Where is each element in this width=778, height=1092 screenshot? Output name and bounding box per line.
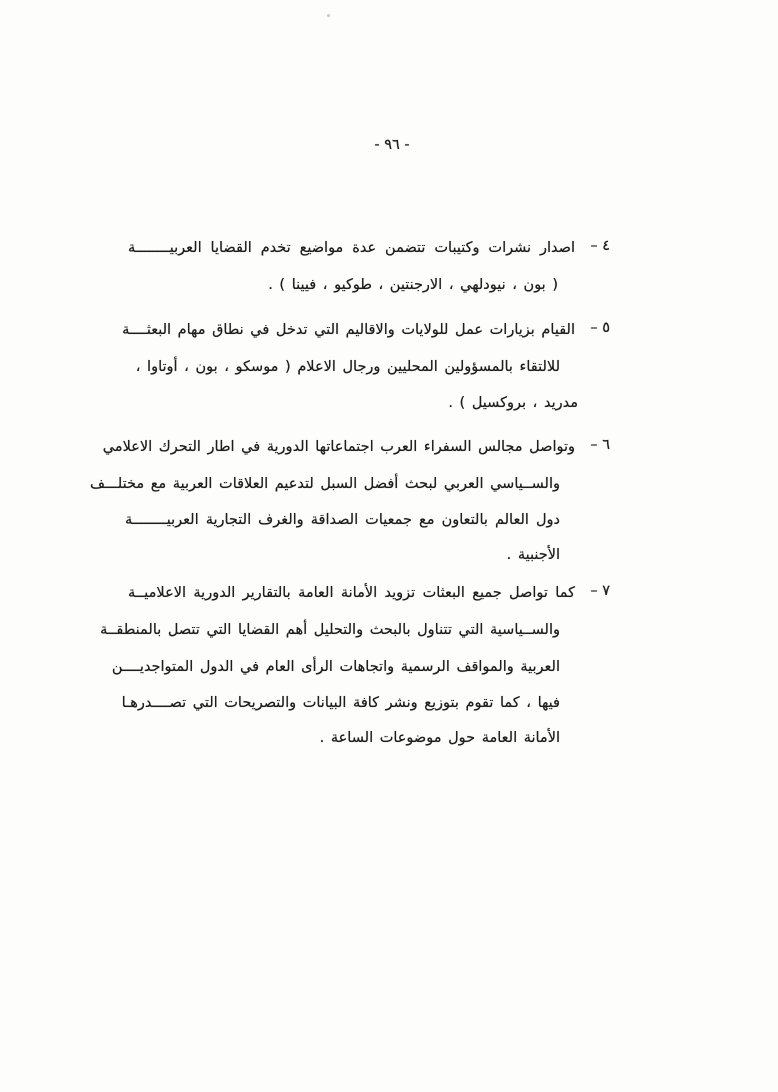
scan-speck (327, 14, 330, 17)
paragraph-6-line-4: الأجنبية . (506, 547, 560, 563)
paragraph-4-line-2: ( بون ، نيودلهي ، الارجنتين ، طوكيو ، فيينا ) . (268, 277, 558, 293)
paragraph-6-line-1: وتواصل مجالس السفراء العرب اجتماعاتها الدورية في اطار التحرك الاعلامي (102, 439, 575, 455)
paragraph-4-marker: ٤ – (590, 238, 610, 254)
paragraph-7-line-5: الأمانة العامة حول موضوعات الساعة . (319, 730, 560, 746)
paragraph-5-line-3: مدريد ، بروكسيل ) . (448, 395, 578, 411)
paragraph-7-line-3: العربية والمواقف الرسمية واتجاهات الرأى العام في الدول المتواجديــــن (111, 659, 560, 675)
paragraph-6-line-3: دول العالم بالتعاون مع جمعيات الصداقة والغرف التجارية العربيــــــــة (125, 512, 560, 528)
paragraph-5-line-2: للالتقاء بالمسؤولين المحليين ورجال الاعلام ( موسكو ، بون ، أوتاوا ، (135, 359, 560, 375)
paragraph-5-marker: ٥ – (590, 320, 610, 336)
paragraph-7-line-1: كما تواصل جميع البعثات تزويد الأمانة العامة بالتقارير الدورية الاعلاميــة (128, 585, 575, 601)
paragraph-6-marker: ٦ – (590, 437, 610, 453)
paragraph-7-line-4: فيها ، كما تقوم بتوزيع ونشر كافة البيانات والتصريحات التي تصــــدرهـا (121, 695, 560, 711)
paragraph-7-line-2: والســياسية التي تتناول بالبحث والتحليل أهم القضايا التي تتصل بالمنطقــة (100, 622, 560, 638)
paragraph-4-line-1: اصدار نشرات وكتيبات تتضمن عدة مواضيع تخدم القضايا العربيــــــــة (128, 240, 575, 256)
paragraph-6-line-2: والســياسي العربي لبحث أفضل السبل لتدعيم العلاقات العربية مع مختلـــف (90, 476, 560, 492)
page-number: - ٩٦ - (374, 137, 410, 153)
paragraph-5-line-1: القيام بزيارات عمل للولايات والاقاليم التي تدخل في نطاق مهام البعثــــة (122, 322, 575, 338)
paragraph-7-marker: ٧ – (590, 583, 610, 599)
